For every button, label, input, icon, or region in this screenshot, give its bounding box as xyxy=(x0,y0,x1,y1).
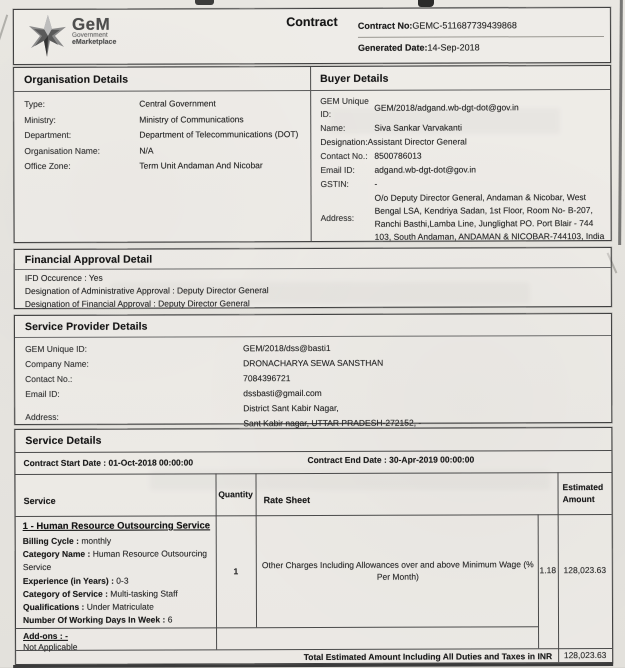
header-rate-sheet: Rate Sheet xyxy=(263,495,311,506)
contract-number-value: GEMC-511687739439868 xyxy=(412,20,517,31)
contract-start-date: Contract Start Date : 01-Oct-2018 00:00:00 xyxy=(23,457,194,469)
org-row-ministry xyxy=(24,113,304,127)
service-heading-underline xyxy=(15,450,611,453)
provider-section-title: Service Provider Details xyxy=(24,320,148,334)
attr-label: Qualifications : xyxy=(22,601,85,613)
provider-address-value: District Sant Kabir Nagar, Sant Kabir nagar, UTTAR PRADESH-272152, - xyxy=(243,402,422,429)
attr-value: 0-3 xyxy=(113,575,129,586)
provider-email-label: Email ID: xyxy=(25,388,60,400)
buyer-row-gstin xyxy=(320,177,604,191)
service-attr-experience xyxy=(23,574,211,588)
org-zone-value: Term Unit Andaman And Nicobar xyxy=(139,160,263,171)
buyer-rows xyxy=(320,94,605,245)
financial-line-financial-approval: Designation of Financial Approval : Deputy Director General xyxy=(24,298,250,310)
financial-approval-box xyxy=(14,247,612,309)
provider-company-value: DRONACHARYA SEWA SANSTHAN xyxy=(243,357,384,369)
attr-value: Under Matriculate xyxy=(84,601,154,612)
header-box xyxy=(13,7,611,65)
provider-gem-id-value: GEM/2018/dss@basti1 xyxy=(243,342,331,354)
organisation-rows xyxy=(24,97,304,175)
attr-value: Multi-tasking Staff xyxy=(107,588,178,599)
buyer-row-gem-id xyxy=(320,94,604,121)
org-buyer-divider xyxy=(310,67,312,241)
buyer-email-value: adgand.wb-dgt-dot@gov.in xyxy=(374,164,477,175)
header-quantity: Quantity xyxy=(218,489,253,500)
organisation-section-title: Organisation Details xyxy=(24,73,129,87)
org-row-zone xyxy=(24,159,304,173)
org-type-label: Type: xyxy=(24,98,46,110)
service-attr-category-of-service xyxy=(23,587,211,601)
provider-email-value: dssbasti@gmail.com xyxy=(243,387,322,399)
org-name-value: N/A xyxy=(139,145,154,156)
org-department-value: Department of Telecommunications (DOT) xyxy=(139,129,299,140)
generated-date-label: Generated Date: xyxy=(357,42,428,53)
header-estimated-amount: Estimated Amount xyxy=(562,481,604,505)
buyer-row-email xyxy=(320,163,604,177)
header-service: Service xyxy=(23,495,56,507)
org-zone-label: Office Zone: xyxy=(24,160,71,172)
attr-label: Category Name : xyxy=(22,548,91,560)
service-item-title: 1 - Human Resource Outsourcing Service xyxy=(22,520,211,533)
org-department-label: Department: xyxy=(24,129,72,141)
provider-address-label: Address: xyxy=(25,411,59,422)
gem-logo-subtitle2: eMarketplace xyxy=(71,38,117,46)
addons-value: Not Applicable xyxy=(23,641,78,652)
service-section-title: Service Details xyxy=(25,434,102,448)
provider-company-label: Company Name: xyxy=(25,358,89,370)
provider-gem-id-label: GEM Unique ID: xyxy=(25,343,87,355)
rate-sheet-text: Other Charges Including Allowances over and above Minimum Wage (% Per Month) xyxy=(261,559,534,582)
buyer-row-designation: Designation:Assistant Director General xyxy=(320,136,467,147)
rate-sheet-value: 1.18 xyxy=(539,565,557,576)
buyer-section-title: Buyer Details xyxy=(320,72,389,85)
org-row-type xyxy=(24,97,304,111)
attr-value: monthly xyxy=(78,535,112,546)
buyer-address-label: Address: xyxy=(320,212,355,223)
financial-line-ifd: IFD Occurence : Yes xyxy=(24,272,103,284)
service-attr-qualifications xyxy=(23,600,211,614)
buyer-row-name xyxy=(320,121,604,135)
gem-logo-name: GeM xyxy=(71,14,111,34)
buyer-gstin-value: - xyxy=(374,178,378,189)
buyer-contact-value: 8500786013 xyxy=(374,150,422,161)
buyer-email-label: Email ID: xyxy=(320,164,355,175)
addons-cell xyxy=(23,630,213,652)
quantity-value: 1 xyxy=(233,566,239,577)
buyer-address-value: O/o Deputy Director General, Andaman & Nicobar, West Bengal LSA, Kendriya Sadan, 1st Floor, Room No- B-207, Ranchi Basthi,Lamba Line, Junglighat PO. Port Blair - 744 103, South Andaman, ANDAMAN & NICOBAR-744103, India xyxy=(374,192,605,242)
org-row-department xyxy=(24,128,304,142)
org-type-value: Central Government xyxy=(139,98,216,109)
total-value: 128,023.63 xyxy=(563,649,607,661)
buyer-row-address xyxy=(321,191,605,244)
gem-logo-subtitle1: Government xyxy=(71,31,108,39)
org-ministry-label: Ministry: xyxy=(24,114,56,125)
dates-row-underline xyxy=(15,472,611,475)
document-title: Contract xyxy=(286,14,338,30)
org-ministry-value: Ministry of Communications xyxy=(139,113,244,125)
financial-line-admin-approval: Designation of Administrative Approval : Deputy Director General xyxy=(24,285,269,297)
contract-number-label: Contract No: xyxy=(357,20,413,31)
generated-date-value: 14-Sep-2018 xyxy=(427,42,480,53)
service-attr-working-days xyxy=(23,614,211,628)
buyer-name-label: Name: xyxy=(320,122,346,133)
estimated-amount-value: 128,023.63 xyxy=(563,564,607,576)
attr-label: Billing Cycle : xyxy=(22,535,79,547)
attr-label: Category of Service : xyxy=(22,588,108,599)
buyer-contact-label: Contact No.: xyxy=(320,150,368,161)
service-attr-billing-cycle xyxy=(23,534,211,548)
org-name-label: Organisation Name: xyxy=(24,145,100,156)
total-label: Total Estimated Amount Including All Duties and Taxes in INR xyxy=(303,651,553,663)
contract-number-line xyxy=(358,20,604,38)
provider-heading-underline xyxy=(15,335,611,338)
service-details-box xyxy=(14,427,613,665)
attr-label: Number Of Working Days In Week : xyxy=(22,614,166,626)
contract-end-date: Contract End Date : 30-Apr-2019 00:00:00 xyxy=(307,454,475,466)
org-row-name xyxy=(24,144,304,158)
addons-label: Add-ons : - xyxy=(23,630,68,642)
buyer-gem-id-label: GEM Unique ID: xyxy=(320,95,369,119)
attr-label: Experience (in Years) : xyxy=(22,575,114,586)
provider-contact-label: Contact No.: xyxy=(25,373,73,385)
buyer-name-value: Siva Sankar Varvakanti xyxy=(374,122,463,133)
generated-date-line xyxy=(358,37,604,53)
attr-value: Human Resource Outsourcing Service xyxy=(22,548,208,573)
org-buyer-box xyxy=(13,65,612,243)
service-attr-category-name xyxy=(23,548,211,575)
financial-section-title: Financial Approval Detail xyxy=(24,253,153,267)
service-provider-box xyxy=(14,313,612,429)
org-heading-underline xyxy=(14,89,610,92)
buyer-gem-id-value: GEM/2018/adgand.wb-dgt-dot@gov.in xyxy=(374,101,519,113)
service-item-cell xyxy=(23,519,211,627)
buyer-gstin-label: GSTIN: xyxy=(320,178,349,189)
buyer-row-contact xyxy=(320,149,604,163)
attr-value: 6 xyxy=(165,614,173,625)
provider-contact-value: 7084396721 xyxy=(243,373,291,384)
